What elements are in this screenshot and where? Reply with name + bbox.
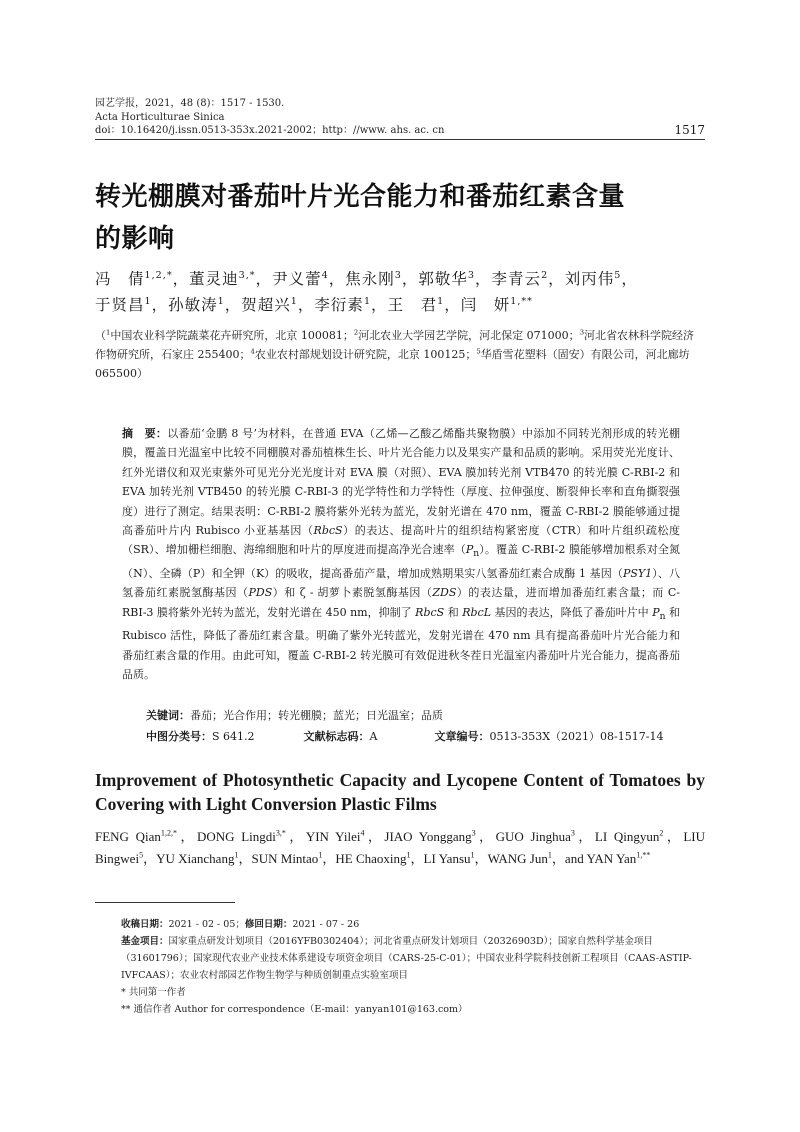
classification-line: 中图分类号：S 641.2 文献标志码：A 文章编号：0513-353X（2021）08-1517-14 [146, 730, 664, 743]
corresponding-author-note: ** 通信作者 Author for correspondence（E-mail：yanyan101@163.com） [121, 1004, 468, 1015]
journal-english-name: Acta Horticulturae Sinica [95, 111, 225, 123]
co-first-author-note: * 共同第一作者 [121, 987, 186, 998]
abstract-label: 摘 要： [122, 427, 168, 440]
abstract: 摘 要：以番茄‘金鹏 8 号’为材料，在普通 EVA（乙烯—乙酸乙烯酯共聚物膜）中添加不同转光剂形成的转光棚膜，覆盖日光温室中比较不同棚膜对番茄植株生长、叶片光合能力以及果实产量和品质的影响。采用荧光光度计、红外光谱仪和双光束紫外可见光分光光度计对 EVA 膜（对照）、EVA 膜加转光剂 VTB470 的转光膜 C-RBI-2 和 EVA 加转光剂 VTB450 的转光膜 C-RBI-3 的光学特性和力学特性（厚度、拉伸强度、断裂伸长率和直角撕裂强度）进行了测定。结果表明：C-RBI-2 膜将紫外光转为蓝光，发射光谱在 470 nm，覆盖 C-RBI-2 膜能够通过提高番茄叶片内 Rubisco 小亚基基因（RbcS）的表达、提高叶片的组织结构紧密度（CTR）和叶片组织疏松度（SR）、增加栅栏细胞、海绵细胞和叶片的厚度进而提高净光合速率$(P_n)$。覆盖 C-RBI-2 膜能够增加根系对全氮（N）、全磷（P）和全钾（K）的吸收，提高番茄产量，增加成熟期果实八氢番茄红素合成酶 1 基因（PSY1）、八氢番茄红素脱氢酶基因（PDS）和 ζ - 胡萝卜素脱氢酶基因（ZDS）的表达量，进而增加番茄红素含量；而 C-RBI-3 膜将紫外光转为蓝光，发射光谱在 450 nm，抑制了 RbcS 和 RbcL 基因的表达，降低了番茄叶片中 $P_n$ 和 Rubisco 活性，降低了番茄红素含量。明确了紫外光转蓝光，发射光谱在 470 nm 具有提高番茄叶片光合能力和番茄红素含量的作用。由此可知，覆盖 C-RBI-2 转光膜可有效促进秋冬茬日光温室内番茄叶片光合能力，提高番茄品质。 [122, 427, 681, 682]
funding-note: 基金项目：国家重点研发计划项目（2016YFB0302404）；河北省重点研发计划项目（20326903D）；国家自然科学基金项目（31601796）；国家现代农业产业技术体系建设专项资金项目（CARS-25-C-01）；中国农业科学院科技创新工程项目（CAAS-ASTIP-IVFCAAS）；农业农村部园艺作物生物学与种质创制重点实验室项目 [121, 936, 692, 981]
header-divider [95, 139, 705, 140]
author-list-cn: 冯 倩$^{1,2,*}$，董灵迪$^{3,*}$，尹义蕾$^4$，焦永刚$^3$，郭敬华$^3$，李青云$^2$，刘丙伟$^5$， 于贤昌$^1$，孙敏涛$^1$，贺超兴$^1$，李衍素$^1$，王 君$^1$，闫 妍$^{1,**}$ [95, 269, 638, 314]
journal-citation: 园艺学报，2021，48 (8)：1517 - 1530. [95, 98, 285, 109]
footnote-divider [95, 902, 235, 903]
author: 闫 妍$^{1,**}$ [460, 295, 533, 314]
author: 尹义蕾$^4$ [272, 269, 329, 288]
title-line-2: 的影响 [95, 224, 175, 254]
author: 李青云$^2$ [491, 269, 549, 288]
author-list-en: FENG Qian$^{1,2,*}$，DONG Lingdi$^{3,*}$，YIN Yilei$^4$，JIAO Yonggang$^3$，GUO Jinghua$^3$，LI Qingyun$^2$，LIU Bingwei$^5$，YU Xianchang$^1$，SUN Mintao$^1$，HE Chaoxing$^1$，LI Yansu$^1$，WANG Jun$^1$，and YAN Yan$^{1,**}$ [95, 828, 705, 866]
keywords-text: 番茄；光合作用；转光棚膜；蓝光；日光温室；品质 [190, 709, 443, 722]
author: 郭敬华$^3$ [418, 269, 476, 288]
affiliations: （$^1$中国农业科学院蔬菜花卉研究所，北京 100081；$^2$河北农业大学园艺学院，河北保定 071000；$^3$河北省农林科学院经济作物研究所，石家庄 255400；$^4$农业农村部规划设计研究院，北京 100125；$^5$华盾雪花塑料（固安）有限公司，河北廊坊 065500） [95, 328, 695, 380]
doi-line: doi：10.16420/j.issn.0513-353x.2021-2002；http：//www. ahs. ac. cn [95, 125, 445, 136]
keywords-label: 关键词： [146, 709, 190, 722]
clc-number: S 641.2 [212, 730, 255, 743]
author: 刘丙伟$^5$ [564, 269, 622, 288]
title-line-1: 转光棚膜对番茄叶片光合能力和番茄红素含量 [95, 182, 626, 212]
author: 贺超兴$^1$ [241, 295, 298, 314]
author: 李衍素$^1$ [314, 295, 372, 314]
page-title [95, 176, 710, 260]
english-title: Improvement of Photosynthetic Capacity and Lycopene Content of Tomatoes by Covering with Light Conversion Plastic Films [95, 770, 705, 814]
author: 董灵迪$^{3,*}$ [189, 269, 256, 288]
dates-note: 收稿日期：2021 - 02 - 05；修回日期：2021 - 07 - 26 [121, 919, 360, 930]
journal-header [95, 97, 444, 138]
author: 王 君$^1$ [387, 295, 445, 314]
author: 孙敏涛$^1$ [168, 295, 225, 314]
document-code: A [369, 730, 378, 743]
article-number: 0513-353X（2021）08-1517-14 [489, 730, 664, 743]
keywords [146, 706, 686, 725]
author: 于贤昌$^1$ [95, 295, 152, 314]
footnotes [95, 916, 705, 1018]
author: 焦永刚$^3$ [345, 269, 402, 288]
author: 冯 倩$^{1,2,*}$ [95, 269, 173, 288]
page-number: 1517 [674, 123, 705, 137]
